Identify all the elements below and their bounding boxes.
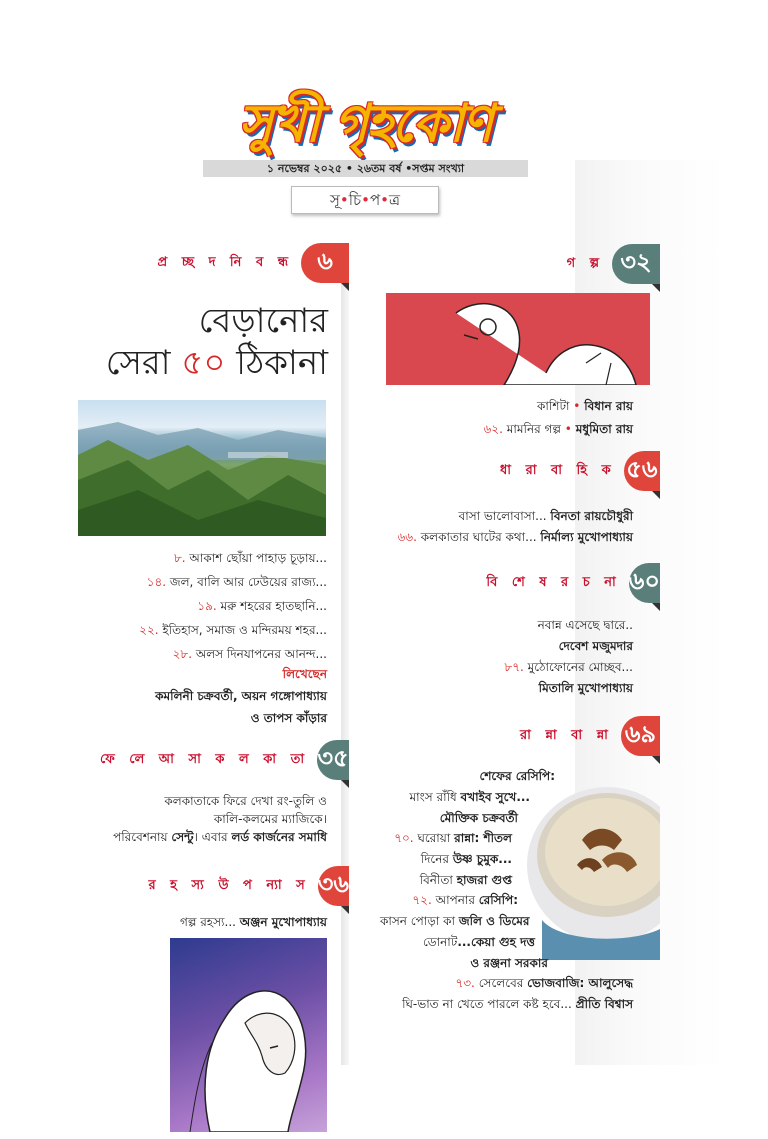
recipe-entry: কাসন পোড়া কা জলি ও ডিমের xyxy=(380,914,530,928)
writers-names: কমলিনী চক্রবর্তী, অয়ন গঙ্গোপাধ্যায় xyxy=(155,689,327,703)
section-cover-story[interactable] xyxy=(130,243,349,283)
recipe-author: ও রঞ্জনা সরকার xyxy=(470,956,548,970)
special-entry[interactable]: নবান্ন এসেছে দ্বারে.. xyxy=(537,618,633,632)
section-label: বি শে ষ র চ না xyxy=(486,574,621,590)
list-item[interactable]: ১৪. জল, বালি আর ঢেউয়ের রাজ্য... xyxy=(146,575,327,589)
section-kolkata[interactable] xyxy=(100,740,349,780)
list-item[interactable]: ২৮. অলস দিনযাপনের আনন্দ... xyxy=(172,647,327,661)
article-blurb: কালি-কলমের ম্যাজিকে। xyxy=(213,812,327,826)
page-number-badge: ৩৬ xyxy=(318,866,349,906)
special-entry[interactable]: ৮৭. মুঠোফোনের মোচ্ছব... xyxy=(504,660,633,674)
section-label: গ ল্প xyxy=(566,255,604,271)
list-item[interactable]: ১৯. মরু শহরের হাতছানি... xyxy=(197,599,327,613)
section-label: রা ন্না বা ন্না xyxy=(520,727,613,743)
writers-names: ও তাপস কাঁড়ার xyxy=(250,711,327,725)
list-item[interactable]: ২২. ইতিহাস, সমাজ ও মন্দিরময় শহর... xyxy=(139,623,327,637)
page-number-badge: ৬ xyxy=(301,243,349,283)
special-author: দেবেশ মজুমদার xyxy=(558,639,633,653)
special-author: মিতালি মুখোপাধ্যায় xyxy=(538,681,633,695)
novel-illustration-image xyxy=(170,938,327,1132)
section-special-writing[interactable] xyxy=(486,563,660,603)
section-cooking[interactable] xyxy=(520,716,660,756)
page-number-badge: ৩৫ xyxy=(317,740,349,780)
story-entry[interactable]: কাশিটা • বিধান রায় xyxy=(537,399,633,413)
cover-story-title[interactable] xyxy=(100,300,328,384)
serial-entry[interactable]: ৬৬. কলকাতার ঘাটের কথা... নির্মাল্য মুখোপাধ্যায় xyxy=(397,530,633,544)
section-label: প্র চ্ছ দ নি ব ন্ধ xyxy=(157,254,293,270)
section-label: ফে লে আ সা ক ল কা তা xyxy=(100,751,310,767)
writers-label: লিখেছেন xyxy=(282,667,327,681)
recipe-entry[interactable]: মাংস রাঁধি বখাইব সুখে... xyxy=(409,790,530,804)
title-line: বেড়ানোর xyxy=(198,301,328,341)
page-number-badge: ৬০ xyxy=(629,563,660,603)
magazine-logo: সুখী গৃহকোণ xyxy=(238,94,492,154)
recipe-entry[interactable]: ৭৩. সেলেবের ভোজবাজি: আলুসেদ্ধ xyxy=(455,976,633,990)
recipe-author: বিনীতা হাজরা গুপ্ত xyxy=(419,873,512,887)
recipe-entry: দিনের উষ্ণ চুমুক... xyxy=(420,852,512,866)
contents-label-part: প xyxy=(369,191,381,209)
section-story[interactable] xyxy=(540,244,660,284)
recipe-entry: ঘি-ভাত না খেতে পারলে কষ্ট হবে... প্রীতি বিশ্বাস xyxy=(402,997,633,1011)
article-blurb: পরিবেশনায় সেন্টু। এবার লর্ড কার্জনের সমাধি xyxy=(113,830,327,844)
section-label: ধা রা বা হি ক xyxy=(500,462,616,478)
contents-label: সূ•চি•প•ত্র xyxy=(291,186,439,214)
page-number-badge: ৫৬ xyxy=(624,451,660,491)
column-divider xyxy=(341,255,349,1065)
section-mystery-novel[interactable] xyxy=(150,866,349,906)
section-label: র হ স্য উ প ন্যা স xyxy=(148,877,310,893)
story-illustration-image xyxy=(386,293,650,385)
recipe-author: ডোনাট...কেয়া গুহ দত্ত xyxy=(422,935,535,949)
list-item[interactable]: ৮. আকাশ ছোঁয়া পাহাড় চূড়ায়... xyxy=(173,551,327,565)
recipe-heading: শেফের রেসিপি: xyxy=(479,769,555,783)
title-line: সেরা ৫০ ঠিকানা xyxy=(105,343,328,383)
page-number-badge: ৩২ xyxy=(612,244,660,284)
issue-dateline: ১ নভেম্বর ২০২৫ • ২৬তম বর্ষ •সপ্তম সংখ্যা xyxy=(203,160,528,177)
hills-landscape-image xyxy=(78,400,326,536)
recipe-author: মৌক্তিক চক্রবর্তী xyxy=(439,811,518,825)
section-serial[interactable] xyxy=(500,451,660,491)
recipe-entry[interactable]: ৭২. আপনার রেসিপি: xyxy=(412,893,518,907)
contents-label-part: ত্র xyxy=(389,191,401,209)
serial-entry[interactable]: বাসা ভালোবাসা... বিনতা রায়চৌধুরী xyxy=(458,509,633,523)
contents-label-part: সূ xyxy=(329,191,340,209)
story-entry[interactable]: ৬২. মামনির গল্প • মধুমিতা রায় xyxy=(483,422,633,436)
contents-label-part: চি xyxy=(348,191,362,209)
soup-bowl-image xyxy=(522,770,660,960)
page-number-badge: ৬৯ xyxy=(621,716,660,756)
recipe-entry[interactable]: ৭০. ঘরোয়া রান্না: শীতল xyxy=(394,831,512,845)
article-blurb: কলকাতাকে ফিরে দেখা রং-তুলি ও xyxy=(164,794,327,808)
article-blurb: গল্প রহস্য... অঞ্জন মুখোপাধ্যায় xyxy=(179,915,327,929)
